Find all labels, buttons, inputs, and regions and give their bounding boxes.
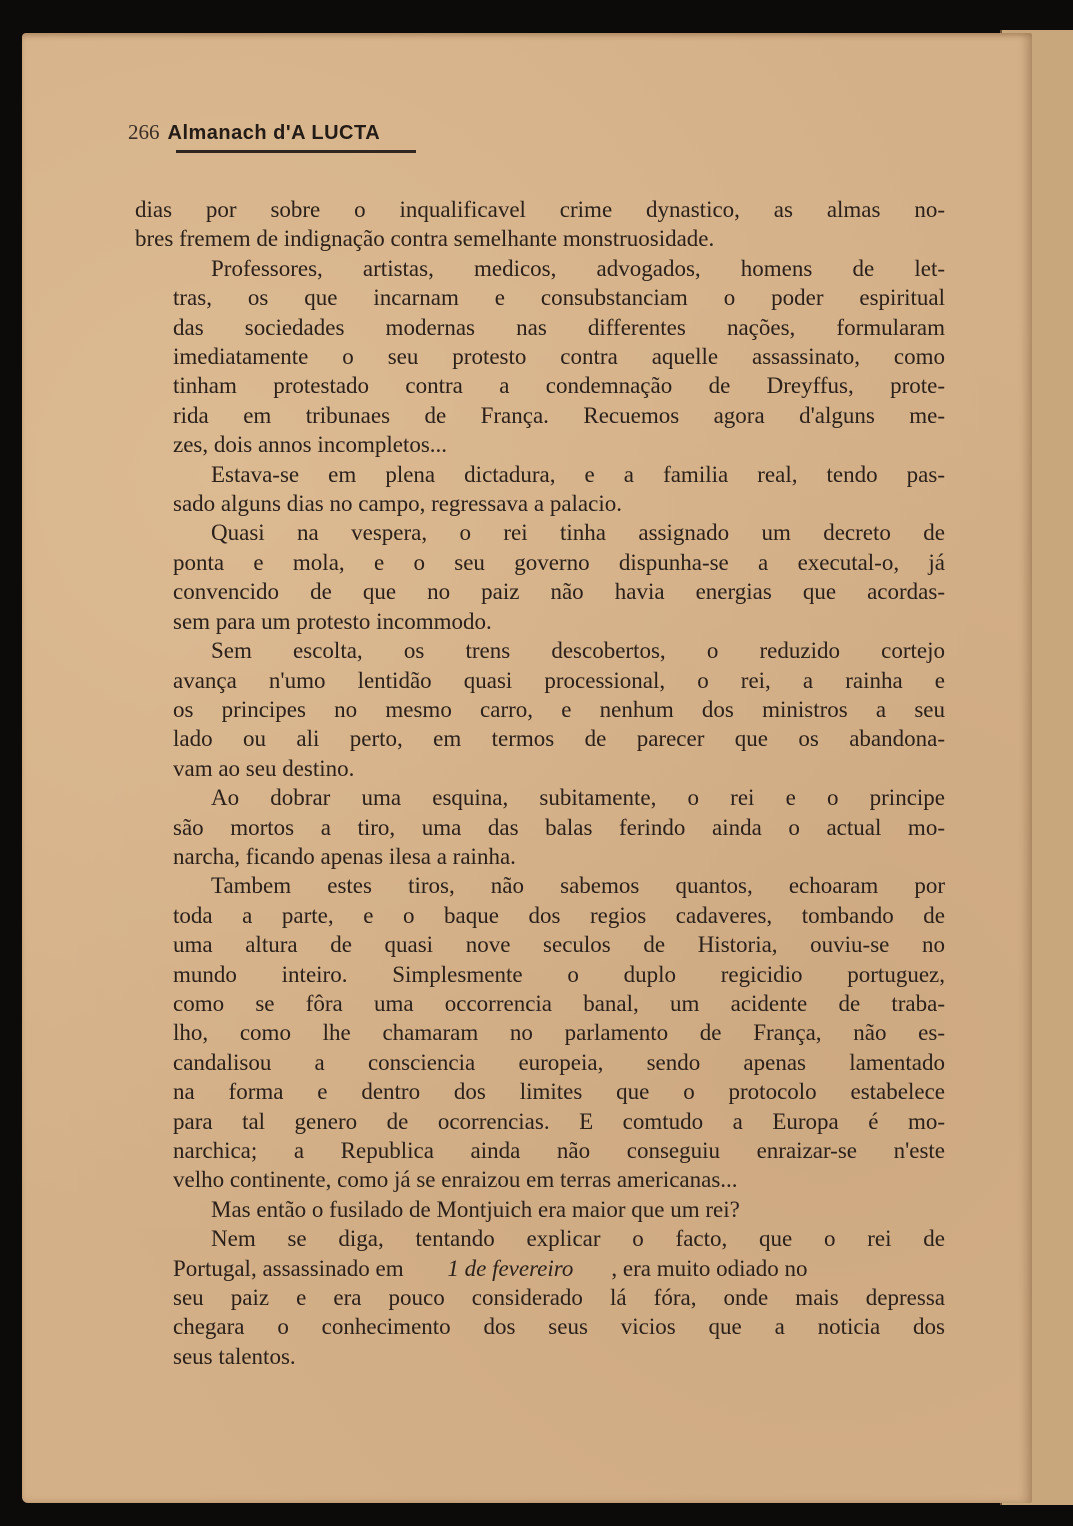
text-line: Quasi na vespera, o rei tinha assignado um decreto de: [211, 520, 945, 546]
text-line: avança n'umo lentidão quasi processional, o rei, a rainha e: [173, 667, 945, 693]
italic-date: 1 de fevereiro: [447, 1255, 574, 1281]
text-line: zes, dois annos incompletos...: [173, 432, 448, 458]
paragraph-6: [135, 783, 945, 871]
text-line: mundo inteiro. Simplesmente o duplo regicidio portuguez,: [173, 961, 945, 987]
paragraph-1: [135, 195, 945, 254]
text-line: chegara o conhecimento dos seus vicios que a noticia dos: [173, 1314, 945, 1340]
running-title: Almanach d'A LUCTA: [167, 122, 381, 144]
text-line: rida em tribunaes de França. Recuemos agora d'alguns me-: [173, 402, 945, 428]
text-line: Professores, artistas, medicos, advogados, homens de let-: [211, 255, 945, 281]
paragraph-8: [135, 1195, 945, 1224]
paragraph-4: [135, 518, 945, 636]
body-text: [135, 195, 945, 1371]
paragraph-9: [135, 1224, 945, 1371]
text-line: Mas então o fusilado de Montjuich era maior que um rei?: [211, 1196, 740, 1222]
text-line: na forma e dentro dos limites que o protocolo estabelece: [173, 1079, 945, 1105]
text-line: dias por sobre o inqualificavel crime dynastico, as almas no-: [135, 197, 945, 222]
text-line: narcha, ficando apenas ilesa a rainha.: [173, 843, 516, 869]
text-line: Tambem estes tiros, não sabemos quantos, echoaram por: [211, 873, 945, 899]
paragraph-2: [135, 254, 945, 460]
text-line: candalisou a consciencia europeia, sendo apenas lamentado: [173, 1049, 945, 1075]
text-line: são mortos a tiro, uma das balas ferindo ainda o actual mo-: [173, 814, 945, 840]
text-line: tras, os que incarnam e consubstanciam o poder espiritual: [173, 285, 945, 311]
text-line: para tal genero de ocorrencias. E comtudo a Europa é mo-: [173, 1108, 945, 1134]
text-line: como se fôra uma occorrencia banal, um acidente de traba-: [173, 990, 945, 1016]
text-line: seus talentos.: [173, 1343, 296, 1369]
text-line: uma altura de quasi nove seculos de Historia, ouviu-se no: [173, 932, 945, 958]
paragraph-3: [135, 460, 945, 519]
text-line: lho, como lhe chamaram no parlamento de França, não es-: [173, 1020, 945, 1046]
text-line: Nem se diga, tentando explicar o facto, que o rei de: [211, 1226, 945, 1252]
text-line: velho continente, como já se enraizou em terras americanas...: [173, 1167, 738, 1193]
text-line: ponta e mola, e o seu governo dispunha-se a executal-o, já: [173, 549, 945, 575]
text-line: imediatamente o seu protesto contra aquelle assassinato, como: [173, 344, 945, 370]
text-fragment: Portugal, assassinado em: [173, 1255, 410, 1281]
text-line: sem para um protesto incommodo.: [173, 608, 492, 634]
paragraph-5: [135, 636, 945, 783]
text-line: sado alguns dias no campo, regressava a palacio.: [173, 491, 622, 517]
text-line-with-date: [135, 1254, 945, 1283]
text-line: bres fremem de indignação contra semelhante monstruosidade.: [135, 226, 715, 252]
paragraph-7: [135, 871, 945, 1194]
header-underline: [176, 150, 416, 153]
text-line: Ao dobrar uma esquina, subitamente, o rei e o principe: [211, 785, 945, 811]
text-line: vam ao seu destino.: [173, 755, 355, 781]
text-line: Sem escolta, os trens descobertos, o reduzido cortejo: [211, 638, 945, 664]
text-line: os principes no mesmo carro, e nenhum dos ministros a seu: [173, 696, 945, 722]
text-line: Estava-se em plena dictadura, e a familia real, tendo pas-: [211, 461, 945, 487]
text-line: seu paiz e era pouco considerado lá fóra, onde mais depressa: [173, 1285, 945, 1311]
text-line: toda a parte, e o baque dos regios cadaveres, tombando de: [173, 902, 945, 928]
text-line: convencido de que no paiz não havia energias que acordas-: [173, 579, 945, 605]
text-line: narchica; a Republica ainda não conseguiu enraizar-se n'este: [173, 1138, 945, 1163]
page-number: 266: [128, 120, 160, 144]
text-line: lado ou ali perto, em termos de parecer que os abandona-: [173, 726, 945, 752]
text-fragment: , era muito odiado no: [611, 1255, 808, 1281]
running-header: [128, 120, 380, 150]
text-line: das sociedades modernas nas differentes nações, formularam: [173, 314, 945, 340]
text-line: tinham protestado contra a condemnação de Dreyffus, prote-: [173, 373, 945, 399]
